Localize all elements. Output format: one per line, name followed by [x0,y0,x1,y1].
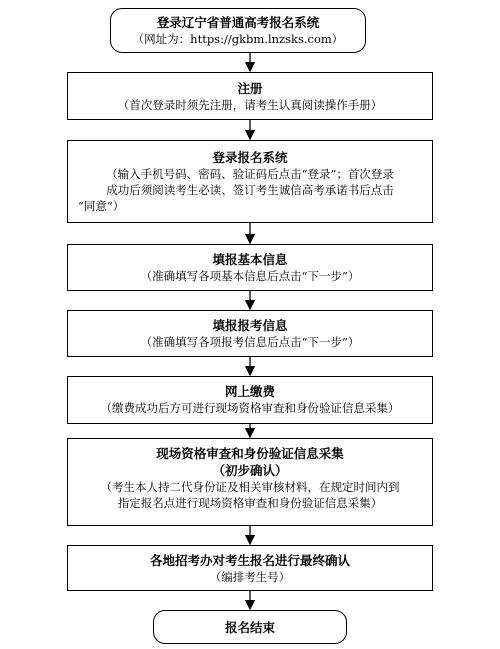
step-title: 注册 [237,81,263,96]
step-login-portal [110,8,366,53]
step-final-confirm [67,545,433,591]
step-title: 填报报考信息 [212,318,288,333]
step-register [67,72,433,120]
step-end [153,610,347,644]
step-desc-line: “同意”） [78,199,125,213]
step-title: 登录报名系统 [212,150,288,165]
step-desc-line: （网址为：https://gkbm.lnzsks.com） [132,32,344,46]
step-title: 填报基本信息 [212,252,288,267]
step-online-payment [67,376,433,424]
step-title: 现场资格审查和身份验证信息采集 [156,446,344,461]
step-desc-line: （输入手机号码、密码、验证码后点击“登录”；首次登录 [106,167,394,181]
step-title: 各地招考办对考生报名进行最终确认 [149,553,350,568]
step-onsite-review [67,438,433,526]
step-desc-line: （准确填写各项基本信息后点击“下一步”） [140,269,360,283]
step-title: 报名结束 [224,620,275,635]
step-desc-line: 成功后须阅读考生必读、签订考生诚信高考承诺书后点击 [106,183,394,197]
step-desc-line: （缴费成功后方可进行现场资格审查和身份验证信息采集） [100,401,400,415]
step-desc-line: （准确填写各项报考信息后点击“下一步”） [140,335,360,349]
step-login-system [67,140,433,223]
step-title: 网上缴费 [224,384,275,399]
step-title-note: （初步确认） [212,463,288,478]
step-title: 登录辽宁省普通高考报名系统 [156,15,320,30]
step-exam-info [67,310,433,357]
step-desc-line: （编排考生号） [209,570,291,584]
step-basic-info [67,244,433,291]
step-desc-line: （首次登录时须先注册，请考生认真阅读操作手册） [117,98,383,112]
step-desc-line: （考生本人持二代身份证及相关审核材料，在规定时间内到 [100,480,400,494]
step-desc-line: 指定报名点进行现场资格审查和身份验证信息采集） [117,496,383,510]
